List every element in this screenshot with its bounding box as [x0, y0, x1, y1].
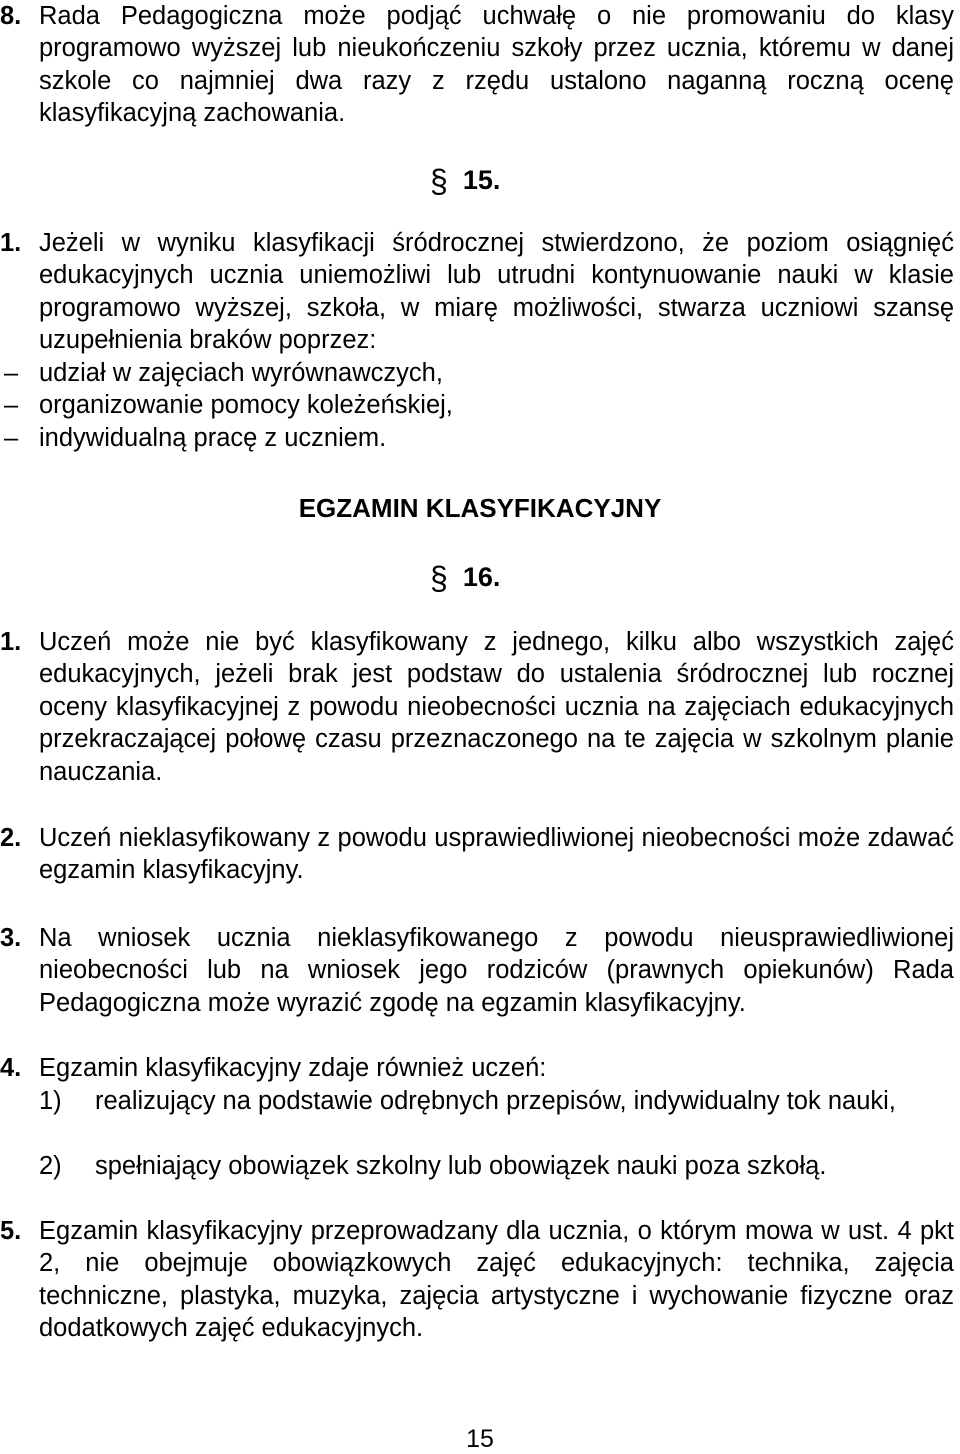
- paragraph-text: Rada Pedagogiczna może podjąć uchwałę o nie promowaniu do klasy programowo wyższej lub nieukończeniu szkoły przez ucznia, któremu w danej szkole co najmniej dwa razy z rzędu ustalono naganną roczną ocenę klasyfikacyjną zachowania.: [39, 2, 954, 128]
- numbered-sub-item: [39, 1150, 954, 1182]
- section-16-paragraph-2: [0, 822, 954, 887]
- paragraph-number: 4.: [0, 1054, 22, 1082]
- section-16-paragraph-4: [0, 1052, 954, 1084]
- section-number: 16.: [462, 562, 501, 592]
- paragraph-number: 1.: [0, 229, 22, 257]
- section-15-heading: [430, 160, 500, 197]
- paragraph-number: 1.: [0, 628, 22, 656]
- paragraph-text: Uczeń może nie być klasyfikowany z jednego, kilku albo wszystkich zajęć edukacyjnych, jeżeli brak jest podstaw do ustalenia śródrocznej lub rocznej oceny klasyfikacyjnej z powodu nieobecności ucznia na zajęciach edukacyjnych przekraczającej połowę czasu przeznaczonego na te zajęcia w szkolnym planie nauczania.: [39, 628, 954, 786]
- paragraph-text: Uczeń nieklasyfikowany z powodu usprawiedliwionej nieobecności może zdawać egzamin klasyfikacyjny.: [39, 824, 954, 885]
- sub-item-number: 2): [39, 1152, 62, 1180]
- list-item-text: udział w zajęciach wyrównawczych,: [39, 359, 443, 387]
- paragraph-text: Egzamin klasyfikacyjny zdaje również uczeń:: [39, 1054, 547, 1082]
- paragraph-number: 8.: [0, 2, 22, 30]
- paragraph-text: Egzamin klasyfikacyjny przeprowadzany dla ucznia, o którym mowa w ust. 4 pkt 2, nie obejmuje obowiązkowych zajęć edukacyjnych: technika, zajęcia techniczne, plastyka, muzyka, zajęcia artystyczne i wychowanie fizyczne oraz dodatkowych zajęć edukacyjnych.: [39, 1217, 954, 1343]
- paragraph-number: 3.: [0, 924, 22, 952]
- paragraph-text: Jeżeli w wyniku klasyfikacji śródrocznej stwierdzono, że poziom osiągnięć edukacyjnych ucznia uniemożliwi lub utrudni kontynuowanie nauki w klasie programowo wyższej, szkoła, w miarę możliwości, stwarza uczniowi szansę uzupełnienia braków poprzez:: [39, 229, 954, 355]
- section-16-paragraph-3: [0, 922, 954, 1019]
- dash-bullet: –: [4, 424, 19, 452]
- page-number: 15: [466, 1425, 494, 1453]
- list-item-text: indywidualną pracę z uczniem.: [39, 424, 387, 452]
- section-heading: EGZAMIN KLASYFIKACYJNY: [298, 493, 662, 523]
- list-item-text: organizowanie pomocy koleżeńskiej,: [39, 391, 453, 419]
- dash-bullet: –: [4, 391, 19, 419]
- paragraph-number: 2.: [0, 824, 22, 852]
- section-16-paragraph-1: [0, 626, 954, 788]
- section-15-paragraph-1: [0, 227, 954, 357]
- dash-bullet: –: [4, 359, 19, 387]
- sub-item-number: 1): [39, 1087, 62, 1115]
- section-16-paragraph-5: [0, 1215, 954, 1345]
- section-number: 15.: [462, 165, 501, 195]
- section-sign: §: [430, 163, 448, 199]
- section-16-heading: [430, 557, 500, 594]
- section-sign: §: [430, 560, 448, 596]
- numbered-sub-item: [39, 1085, 954, 1117]
- paragraph-8: [0, 0, 954, 130]
- paragraph-text: Na wniosek ucznia nieklasyfikowanego z powodu nieusprawiedliwionej nieobecności lub na wniosek jego rodziców (prawnych opiekunów) Rada Pedagogiczna może wyrazić zgodę na egzamin klasyfikacyjny.: [39, 924, 954, 1017]
- sub-item-text: realizujący na podstawie odrębnych przepisów, indywidualny tok nauki,: [95, 1087, 896, 1115]
- paragraph-number: 5.: [0, 1217, 22, 1245]
- sub-item-text: spełniający obowiązek szkolny lub obowiązek nauki poza szkołą.: [95, 1152, 827, 1180]
